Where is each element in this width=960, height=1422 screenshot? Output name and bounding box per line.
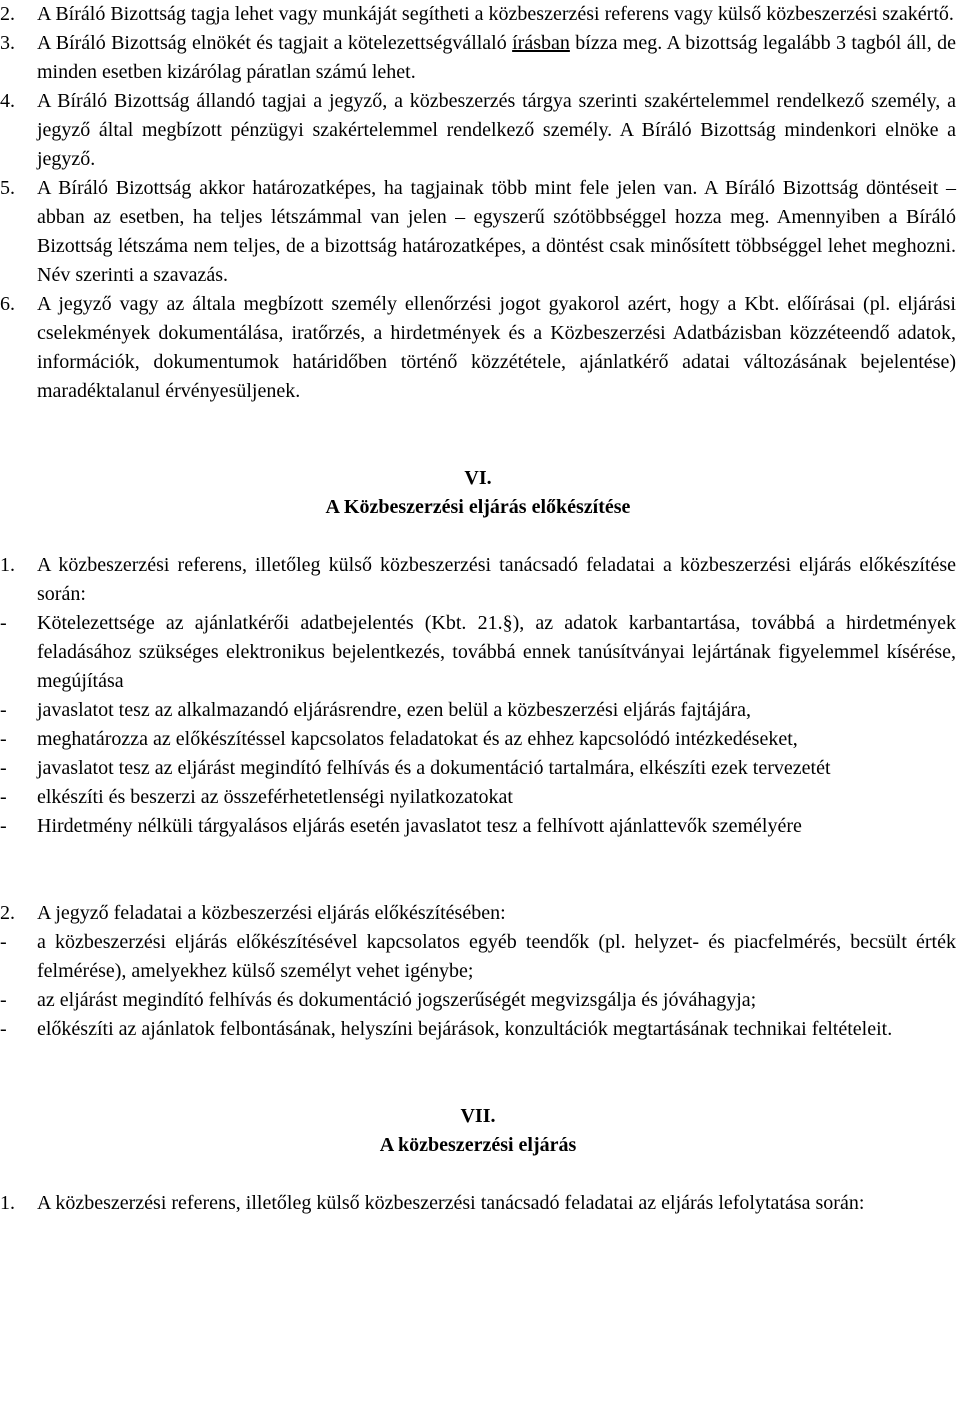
bullet-marker: -: [0, 612, 7, 634]
paragraph-text: A Bíráló Bizottság akkor határozatképes, ha tagjainak több mint fele jelen van. A Bíráló Bizottság döntéseit – abban az esetben, ha teljes létszámmal van jelen – egyszerű szótöbbséggel hozza meg. Amennyiben a Bíráló Bizottság létszáma nem teljes, de a bizottság határozatképes, a döntést csak minősített többséggel lehet meghozni. Név szerinti a szavazás.: [37, 177, 956, 286]
list-item-text: elkészíti és beszerzi az összeférhetetlenségi nyilatkozatokat: [37, 786, 513, 808]
paragraph-text: A jegyző feladatai a közbeszerzési eljárás előkészítésében:: [37, 902, 506, 924]
list-item-text: javaslatot tesz az alkalmazandó eljárásrendre, ezen belül a közbeszerzési eljárás fajtájára,: [37, 699, 752, 721]
bullet-marker: -: [0, 786, 7, 808]
paragraph-number: 5.: [0, 177, 15, 199]
paragraph-number: 2.: [0, 902, 15, 924]
paragraph-text: A közbeszerzési referens, illetőleg külső közbeszerzési tanácsadó feladatai a közbeszerzési eljárás előkészítése során:: [37, 554, 956, 605]
section-7-roman: VII.: [460, 1105, 496, 1127]
paragraph-text: A Bíráló Bizottság állandó tagjai a jegyző, a közbeszerzés tárgya szerinti szakértelemmel rendelkező személy, a jegyző által megbízott pénzügyi szakértelemmel rendelkező személy. A Bíráló Bizottság mindenkori elnöke a jegyző.: [37, 90, 956, 170]
list-item: [0, 783, 956, 812]
paragraph-6: [0, 290, 956, 406]
s7-paragraph-1: [0, 1189, 956, 1218]
underlined-word: írásban: [512, 32, 570, 54]
list-item-text: előkészíti az ajánlatok felbontásának, helyszíni bejárások, konzultációk megtartásának technikai feltételeit.: [37, 1018, 893, 1040]
list-item: [0, 725, 956, 754]
paragraph-5: [0, 174, 956, 290]
list-item: [0, 754, 956, 783]
bullet-marker: -: [0, 728, 7, 750]
list-item-text: a közbeszerzési eljárás előkészítésével kapcsolatos egyéb teendők (pl. helyzet- és piacfelmérés, becsült érték felmérése), amelyekhez külső személyt vehet igénybe;: [37, 931, 956, 982]
paragraph-2: [0, 0, 956, 29]
paragraph-4: [0, 87, 956, 174]
list-item-text: az eljárást megindító felhívás és dokumentáció jogszerűségét megvizsgálja és jóváhagyja;: [37, 989, 757, 1011]
section-6-roman: VI.: [464, 467, 492, 489]
s6-paragraph-2: [0, 899, 956, 928]
list-item-text: Kötelezettsége az ajánlatkérői adatbejelentés (Kbt. 21.§), az adatok karbantartása, továbbá a hirdetmények feladásához szükséges elektronikus bejelentkezés, továbbá ennek tanúsítványai lejártának figyelemmel kísérése, megújítása: [37, 612, 956, 692]
list-item: [0, 609, 956, 696]
paragraph-number: 2.: [0, 3, 15, 25]
bullet-marker: -: [0, 757, 7, 779]
paragraph-number: 1.: [0, 1192, 15, 1214]
list-item-text: meghatározza az előkészítéssel kapcsolatos feladatokat és az ehhez kapcsolódó intézkedéseket,: [37, 728, 798, 750]
list-item-text: Hirdetmény nélküli tárgyalásos eljárás esetén javaslatot tesz a felhívott ajánlattevők személyére: [37, 815, 802, 837]
bullet-marker: -: [0, 931, 7, 953]
paragraph-3: [0, 29, 956, 87]
paragraph-text: A jegyző vagy az általa megbízott személy ellenőrzési jogot gyakorol azért, hogy a Kbt. előírásai (pl. eljárási cselekmények dokumentálása, iratőrzés, a hirdetmények és a Közbeszerzési Adatbázisban közzéteendő adatok, információk, dokumentumok határidőben történő közzététele, ajánlatkérő adatai változásának bejelentése) maradéktalanul érvényesüljenek.: [37, 293, 956, 402]
paragraph-text: A Bíráló Bizottság tagja lehet vagy munkáját segítheti a közbeszerzési referens vagy külső közbeszerzési szakértő.: [37, 3, 954, 25]
s6-paragraph-1: [0, 551, 956, 609]
bullet-marker: -: [0, 989, 7, 1011]
paragraph-text: A közbeszerzési referens, illetőleg külső közbeszerzési tanácsadó feladatai az eljárás lefolytatása során:: [37, 1192, 865, 1214]
list-item: [0, 1015, 956, 1044]
list-item: [0, 696, 956, 725]
paragraph-number: 3.: [0, 32, 15, 54]
paragraph-number: 1.: [0, 554, 15, 576]
list-item: [0, 928, 956, 986]
list-item: [0, 812, 956, 841]
bullet-marker: -: [0, 699, 7, 721]
bullet-marker: -: [0, 815, 7, 837]
paragraph-number: 4.: [0, 90, 15, 112]
bullet-marker: -: [0, 1018, 7, 1040]
paragraph-number: 6.: [0, 293, 15, 315]
section-7-title: A közbeszerzési eljárás: [379, 1134, 577, 1156]
paragraph-text-post: bízza meg. A bizottság legalább 3 tagból áll, de minden esetben kizárólag páratlan számú lehet.: [37, 32, 956, 83]
section-6-title: A Közbeszerzési eljárás előkészítése: [325, 496, 631, 518]
list-item: [0, 986, 956, 1015]
paragraph-text: [37, 29, 956, 87]
list-item-text: javaslatot tesz az eljárást megindító felhívás és a dokumentáció tartalmára, elkészíti ezek tervezetét: [37, 757, 831, 779]
paragraph-text-pre: A Bíráló Bizottság elnökét és tagjait a kötelezettségvállaló: [37, 32, 513, 54]
